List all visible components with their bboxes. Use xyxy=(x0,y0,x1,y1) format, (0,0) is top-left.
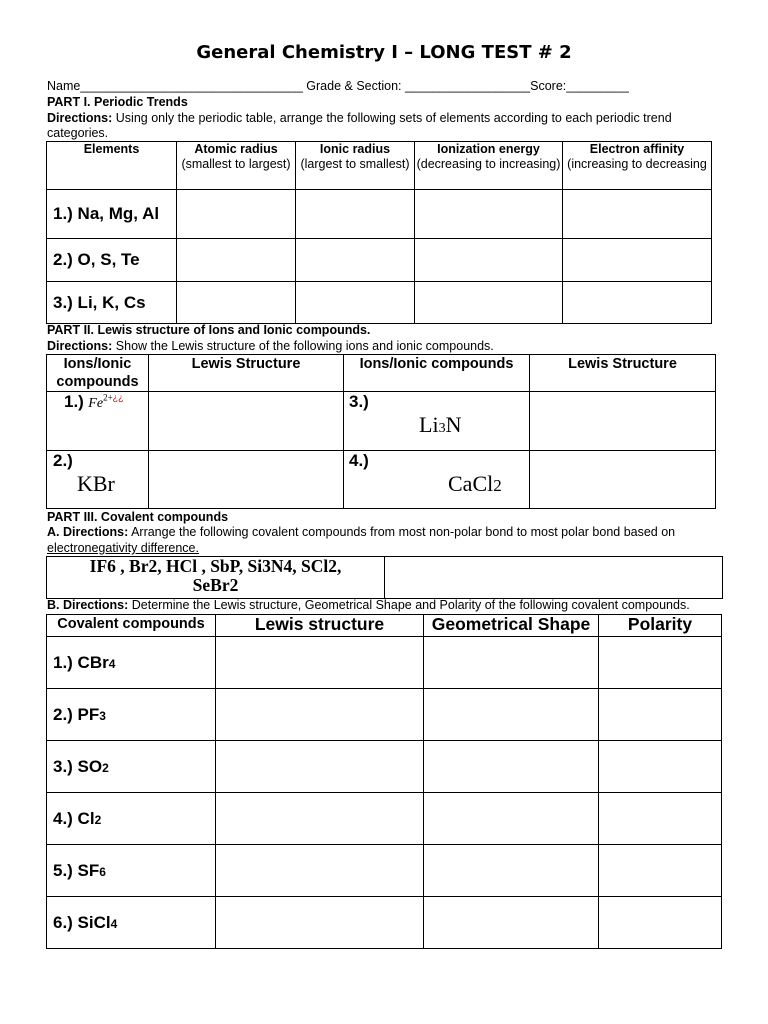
part3-b-label: B. Directions: xyxy=(47,598,129,612)
answer-cell[interactable] xyxy=(424,637,599,689)
table-row xyxy=(47,282,712,324)
table-header-row xyxy=(47,142,712,190)
item-3 xyxy=(344,392,530,451)
answer-cell[interactable] xyxy=(424,793,599,845)
formula-fe: Fe xyxy=(88,396,104,411)
answer-cell[interactable] xyxy=(599,793,722,845)
answer-cell[interactable] xyxy=(216,637,424,689)
item-4 xyxy=(344,451,530,509)
row-label: 2.) PF3 xyxy=(47,689,216,741)
answer-cell[interactable] xyxy=(415,190,563,239)
table-row xyxy=(47,793,722,845)
part3-a-text: Arrange the following covalent compounds from most non-polar bond to most polar bond based on xyxy=(131,525,676,539)
answer-cell[interactable] xyxy=(415,239,563,282)
formula-li3n: Li3N xyxy=(419,412,462,437)
periodic-trends-table xyxy=(46,141,712,324)
name-label: Name xyxy=(47,79,81,93)
col-electron-affinity: Electron affinity (increasing to decreasing xyxy=(563,142,712,190)
answer-cell[interactable] xyxy=(415,282,563,324)
header-line xyxy=(47,79,629,94)
answer-cell[interactable] xyxy=(216,793,424,845)
answer-cell[interactable] xyxy=(424,897,599,949)
answer-cell[interactable] xyxy=(530,451,716,509)
row-label: 1.) CBr4 xyxy=(47,637,216,689)
col-covalent-compounds: Covalent compounds xyxy=(47,615,216,637)
answer-cell[interactable] xyxy=(530,392,716,451)
col-lewis-structure-2: Lewis Structure xyxy=(530,355,716,392)
item-number: 3.) xyxy=(349,392,369,411)
col-lewis-structure: Lewis structure xyxy=(216,615,424,637)
part1-directions-text: Using only the periodic table, arrange the following sets of elements according to each periodic trend xyxy=(115,111,672,125)
col-elements: Elements xyxy=(47,142,177,190)
grade-blank[interactable]: __________________ xyxy=(404,79,531,93)
row-label: 3.) Li, K, Cs xyxy=(47,282,177,324)
formula-kbr: KBr xyxy=(77,471,115,496)
row-label: 3.) SO2 xyxy=(47,741,216,793)
compound-list xyxy=(47,557,385,599)
answer-cell[interactable] xyxy=(599,741,722,793)
part3-a-directions xyxy=(47,525,675,540)
table-row xyxy=(47,451,716,509)
answer-cell[interactable] xyxy=(177,282,296,324)
page-title: General Chemistry I – LONG TEST # 2 xyxy=(196,42,572,63)
table-row xyxy=(47,637,722,689)
row-label: 2.) O, S, Te xyxy=(47,239,177,282)
answer-cell[interactable] xyxy=(296,239,415,282)
col-ions-2: Ions/Ionic compounds xyxy=(344,355,530,392)
answer-cell[interactable] xyxy=(216,689,424,741)
answer-cell[interactable] xyxy=(599,897,722,949)
compound-arrange-table xyxy=(46,556,723,599)
answer-cell[interactable] xyxy=(177,239,296,282)
col-lewis-structure: Lewis Structure xyxy=(149,355,344,392)
item-2 xyxy=(47,451,149,509)
part2-directions xyxy=(47,339,494,354)
table-header-row xyxy=(47,615,722,637)
answer-cell[interactable] xyxy=(149,451,344,509)
col-ionic-radius: Ionic radius (largest to smallest) xyxy=(296,142,415,190)
row-label: 5.) SF6 xyxy=(47,845,216,897)
table-header-row xyxy=(47,355,716,392)
compound-list-line1: IF6 , Br2, HCl , SbP, Si3N4, SCl2, xyxy=(89,556,342,576)
answer-cell[interactable] xyxy=(563,190,712,239)
part1-directions-label: Directions: xyxy=(47,111,113,125)
answer-cell[interactable] xyxy=(424,845,599,897)
table-row xyxy=(47,689,722,741)
part3-a-cont: electronegativity difference. xyxy=(47,541,199,555)
answer-cell[interactable] xyxy=(599,637,722,689)
answer-cell[interactable] xyxy=(216,845,424,897)
answer-cell[interactable] xyxy=(296,190,415,239)
part1-directions-cont: categories. xyxy=(47,126,109,140)
error-marks: ¿¿ xyxy=(112,392,124,403)
item-number: 2.) xyxy=(53,451,73,470)
ionic-lewis-table xyxy=(46,354,716,509)
part2-directions-label: Directions: xyxy=(47,339,113,353)
item-number: 1.) xyxy=(64,392,84,411)
score-label: Score: xyxy=(530,79,567,93)
part2-heading: PART II. Lewis structure of Ions and Ionic compounds. xyxy=(47,323,371,337)
table-row xyxy=(47,392,716,451)
name-blank[interactable]: ________________________________ xyxy=(80,79,303,93)
compound-list-line2: SeBr2 xyxy=(192,575,239,595)
part2-directions-text: Show the Lewis structure of the following ions and ionic compounds. xyxy=(115,339,494,353)
part3-a-label: A. Directions: xyxy=(47,525,129,539)
answer-cell[interactable] xyxy=(385,557,723,599)
answer-cell[interactable] xyxy=(563,239,712,282)
answer-cell[interactable] xyxy=(296,282,415,324)
part1-directions xyxy=(47,111,672,126)
answer-cell[interactable] xyxy=(177,190,296,239)
answer-cell[interactable] xyxy=(599,845,722,897)
table-row xyxy=(47,741,722,793)
col-atomic-radius: Atomic radius (smallest to largest) xyxy=(177,142,296,190)
part1-heading: PART I. Periodic Trends xyxy=(47,95,188,109)
grade-label: Grade & Section: xyxy=(306,79,402,93)
answer-cell[interactable] xyxy=(216,741,424,793)
covalent-table xyxy=(46,614,722,949)
table-row xyxy=(47,897,722,949)
table-row xyxy=(47,845,722,897)
answer-cell[interactable] xyxy=(563,282,712,324)
table-row xyxy=(47,190,712,239)
answer-cell[interactable] xyxy=(424,689,599,741)
col-geometrical-shape: Geometrical Shape xyxy=(424,615,599,637)
item-1 xyxy=(47,392,149,451)
row-label: 1.) Na, Mg, Al xyxy=(47,190,177,239)
part3-b-directions xyxy=(47,598,690,613)
answer-cell[interactable] xyxy=(599,689,722,741)
col-ions: Ions/Ionic compounds xyxy=(47,355,149,392)
score-blank[interactable]: _________ xyxy=(566,79,629,93)
formula-cacl2: CaCl2 xyxy=(448,471,502,496)
row-label: 6.) SiCl4 xyxy=(47,897,216,949)
table-row xyxy=(47,239,712,282)
answer-cell[interactable] xyxy=(424,741,599,793)
answer-cell[interactable] xyxy=(216,897,424,949)
item-number: 4.) xyxy=(349,451,369,470)
part3-b-text: Determine the Lewis structure, Geometrical Shape and Polarity of the following covalent compounds. xyxy=(131,598,690,612)
col-polarity: Polarity xyxy=(599,615,722,637)
charge: 2+ xyxy=(103,392,113,403)
answer-cell[interactable] xyxy=(149,392,344,451)
col-ionization-energy: Ionization energy (decreasing to increasing) xyxy=(415,142,563,190)
row-label: 4.) Cl2 xyxy=(47,793,216,845)
part3-heading: PART III. Covalent compounds xyxy=(47,510,229,524)
